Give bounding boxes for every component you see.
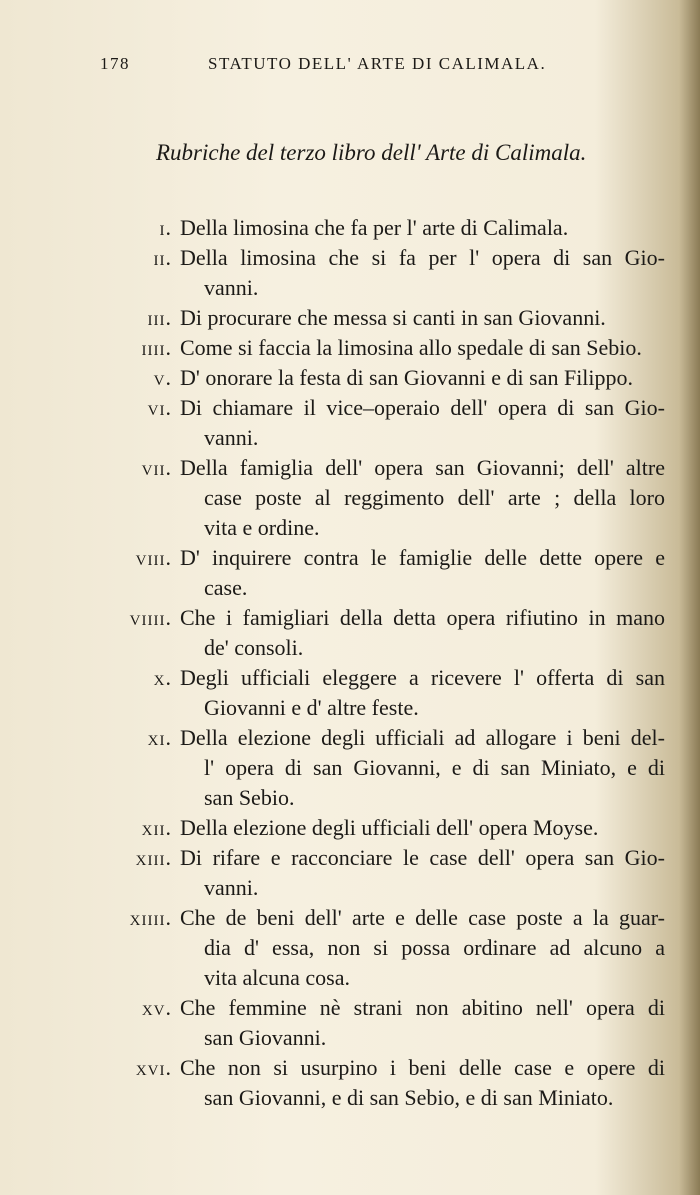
rubric-line: vita alcuna cosa. (204, 965, 350, 990)
rubric-line: Che de beni dell' arte e delle case poste a la guar- (180, 905, 665, 930)
rubric-line: san Giovanni. (204, 1025, 327, 1050)
rubric-line: Della elezione degli ufficiali dell' opera Moyse. (180, 815, 599, 840)
rubric-text (180, 843, 665, 903)
rubric-line: Di procurare che messa si canti in san Giovanni. (180, 305, 606, 330)
page-number: 178 (100, 54, 130, 73)
rubric-line: Della elezione degli ufficiali ad allogare i beni del- (180, 725, 665, 750)
rubric-number: xv. (141, 995, 172, 1020)
rubric-number: xiii. (135, 845, 172, 870)
rubric-line: Che femmine nè strani non abitino nell' opera di (180, 995, 665, 1020)
rubric-number: xvi. (135, 1055, 172, 1080)
rubric-line: vanni. (204, 275, 259, 300)
rubric-number: ii. (153, 245, 172, 270)
rubric-number: xiiii. (129, 905, 172, 930)
rubric-number: vii. (141, 455, 172, 480)
rubric-line: san Sebio. (204, 785, 295, 810)
rubric-line: D' onorare la festa di san Giovanni e di san Filippo. (180, 365, 634, 390)
rubric-line: Come si faccia la limosina allo spedale di san Sebio. (180, 335, 642, 360)
rubric-line: Di chiamare il vice–operaio dell' opera di san Gio- (180, 395, 665, 420)
rubric-line: D' inquirere contra le famiglie delle dette opere e (180, 545, 665, 570)
rubric-number: iiii. (141, 335, 172, 360)
rubric-line: Della limosina che si fa per l' opera di san Gio- (180, 245, 665, 270)
rubric-text (180, 903, 665, 993)
rubric-number: xii. (141, 815, 172, 840)
rubric-number: v. (153, 365, 172, 390)
rubric-line: Che i famigliari della detta opera rifiutino in mano (180, 605, 665, 630)
rubric-text (180, 333, 665, 363)
rubric-number: vi. (147, 395, 172, 420)
rubric-line: dia d' essa, non si possa ordinare ad alcuno a (204, 935, 665, 960)
rubric-text (180, 363, 665, 393)
rubric-line: Giovanni e d' altre feste. (204, 695, 419, 720)
rubric-line: vanni. (204, 425, 259, 450)
rubric-line: Che non si usurpino i beni delle case e opere di (180, 1055, 665, 1080)
rubric-number: i. (159, 215, 172, 240)
rubric-line: Di rifare e racconciare le case dell' opera san Gio- (180, 845, 665, 870)
rubric-line: san Giovanni, e di san Sebio, e di san Miniato. (204, 1085, 614, 1110)
rubric-text (180, 603, 665, 663)
rubric-text (180, 303, 665, 333)
rubric-line: Degli ufficiali eleggere a ricevere l' offerta di san (180, 665, 665, 690)
rubric-line: vanni. (204, 875, 259, 900)
rubric-text (180, 453, 665, 543)
page-header (100, 50, 580, 80)
rubric-text (180, 543, 665, 603)
rubric-line: de' consoli. (204, 635, 304, 660)
rubric-line: case poste al reggimento dell' arte ; della loro (204, 485, 665, 510)
rubric-number: xi. (147, 725, 172, 750)
rubric-text (180, 243, 665, 303)
rubric-text (180, 213, 665, 243)
rubric-number: viiii. (129, 605, 172, 630)
running-title: STATUTO DELL' ARTE DI CALIMALA. (208, 54, 547, 73)
rubric-text (180, 393, 665, 453)
rubric-text (180, 1053, 665, 1113)
rubric-line: Della famiglia dell' opera san Giovanni; dell' altre (180, 455, 665, 480)
rubric-text (180, 993, 665, 1053)
rubric-text (180, 723, 665, 813)
rubric-line: case. (204, 575, 248, 600)
rubric-text (180, 813, 665, 843)
rubric-number: iii. (147, 305, 172, 330)
rubric-text (180, 663, 665, 723)
rubric-line: vita e ordine. (204, 515, 320, 540)
rubric-line: l' opera di san Giovanni, e di san Miniato, e di (204, 755, 665, 780)
rubric-number: x. (153, 665, 172, 690)
section-title-text: Rubriche del terzo libro dell' Arte di Calimala. (156, 140, 587, 165)
rubric-line: Della limosina che fa per l' arte di Calimala. (180, 215, 569, 240)
rubric-number: viii. (135, 545, 172, 570)
